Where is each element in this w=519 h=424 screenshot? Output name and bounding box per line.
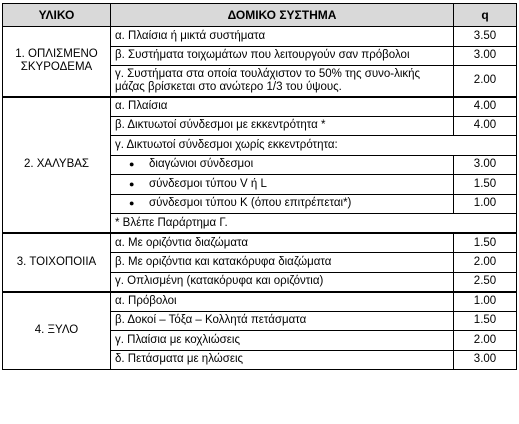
table-row	[3, 97, 517, 117]
q-cell: 2.50	[454, 272, 517, 292]
system-cell	[111, 194, 454, 214]
table-row	[3, 292, 517, 312]
system-cell: β. Δοκοί – Τόξα – Κολλητά πετάσματα	[111, 311, 454, 331]
header-system: ΔΟΜΙΚΟ ΣΥΣΤΗΜΑ	[111, 4, 454, 27]
bullet-text: σύνδεσμοι τύπου V ή L	[149, 177, 267, 190]
q-cell: 1.50	[454, 175, 517, 195]
footnote-cell: * Βλέπε Παράρτημα Γ.	[111, 214, 517, 234]
system-cell: γ. Συστήματα στα οποία τουλάχιστον το 50% της συνο-λικής μάζας βρίσκεται στο ανώτερο 1/3 του ύψους.	[111, 66, 454, 97]
system-cell: γ. Δικτυωτοί σύνδεσμοι χωρίς εκκεντρότητα:	[111, 136, 517, 156]
system-cell: γ. Οπλισμένη (κατακόρυφα και οριζόντια)	[111, 272, 454, 292]
table-row	[3, 233, 517, 253]
system-cell	[111, 155, 454, 175]
material-label: 4. ΞΥΛΟ	[34, 324, 79, 337]
bullet-text: σύνδεσμοι τύπου K (όπου επιτρέπεται*)	[149, 197, 352, 210]
system-cell: α. Πλαίσια ή μικτά συστήματα	[111, 27, 454, 47]
bullet-icon: ●	[129, 198, 135, 209]
material-label: 1. ΟΠΛΙΣΜΕΝΟ ΣΚΥΡΟΔΕΜΑ	[15, 48, 98, 74]
q-cell: 3.00	[454, 350, 517, 370]
system-cell: δ. Πετάσματα με ηλώσεις	[111, 350, 454, 370]
q-cell: 4.00	[454, 116, 517, 136]
bullet-text: διαγώνιοι σύνδεσμοι	[149, 158, 254, 171]
q-cell: 3.50	[454, 27, 517, 47]
q-cell: 2.00	[454, 66, 517, 97]
system-cell: α. Πλαίσια	[111, 97, 454, 117]
system-cell: α. Με οριζόντια διαζώματα	[111, 233, 454, 253]
q-cell: 1.00	[454, 292, 517, 312]
table-row	[3, 27, 517, 47]
system-cell: β. Με οριζόντια και κατακόρυφα διαζώματα	[111, 253, 454, 273]
q-cell: 4.00	[454, 97, 517, 117]
q-cell: 3.00	[454, 46, 517, 66]
system-cell: β. Δικτυωτοί σύνδεσμοι με εκκεντρότητα *	[111, 116, 454, 136]
system-cell: β. Συστήματα τοιχωμάτων που λειτουργούν σαν πρόβολοι	[111, 46, 454, 66]
q-cell: 2.00	[454, 253, 517, 273]
material-cell	[3, 27, 111, 97]
header-q: q	[454, 4, 517, 27]
header-material: ΥΛΙΚΟ	[3, 4, 111, 27]
material-cell	[3, 97, 111, 234]
system-cell: γ. Πλαίσια με κοχλιώσεις	[111, 331, 454, 351]
system-cell	[111, 175, 454, 195]
q-cell: 2.00	[454, 331, 517, 351]
system-cell: α. Πρόβολοι	[111, 292, 454, 312]
bullet-icon: ●	[129, 159, 135, 170]
material-cell	[3, 233, 111, 292]
material-label: 3. ΤΟΙΧΟΠΟΙΙΑ	[16, 255, 97, 268]
table-header-row	[3, 4, 517, 27]
material-cell	[3, 292, 111, 370]
bullet-icon: ●	[129, 178, 135, 189]
q-cell: 1.50	[454, 233, 517, 253]
q-cell: 1.50	[454, 311, 517, 331]
behaviour-factor-table	[2, 3, 517, 370]
q-cell: 1.00	[454, 194, 517, 214]
material-label: 2. ΧΑΛΥΒΑΣ	[23, 158, 90, 171]
q-cell: 3.00	[454, 155, 517, 175]
